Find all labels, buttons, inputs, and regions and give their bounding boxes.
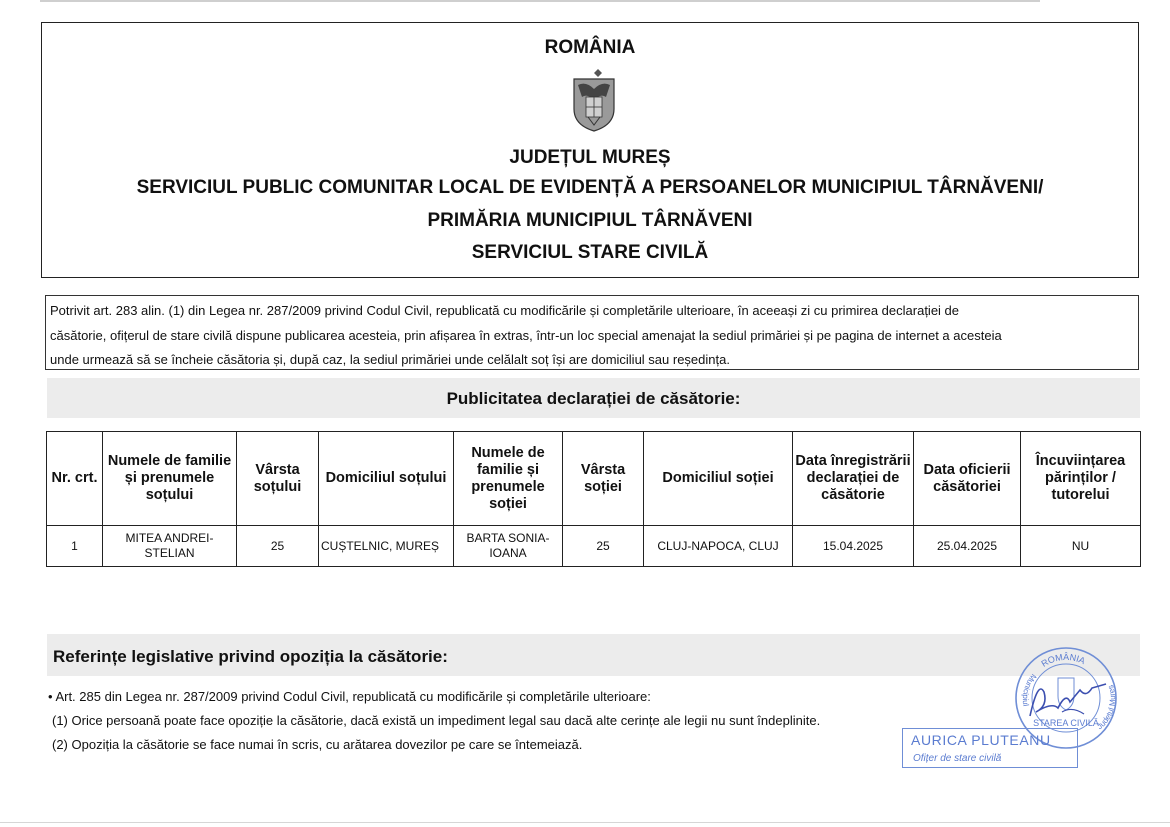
header-registration-date: Data înregistrării declarației de căsătorie [793,432,914,526]
cell-nr: 1 [47,526,103,567]
references-title: Referințe legislative privind opoziția la căsătorie: [47,634,1140,676]
header-ceremony-date: Data oficierii căsătoriei [914,432,1021,526]
county-title: JUDEȚUL MUREȘ [509,147,671,168]
officer-title: Ofițer de stare civilă [913,753,1002,764]
reference-article: • Art. 285 din Legea nr. 287/2009 privind Codul Civil, republicată cu modificările și completările ulterioare: [48,689,651,704]
intro-line-3: unde urmează să se încheie căsătoria și, după caz, la sediul primăriei unde celălalt soț își are domiciliul sau reședința. [50,352,730,367]
country-title: ROMÂNIA [544,37,636,58]
department-title: SERVICIUL STARE CIVILĂ [471,242,709,263]
coat-of-arms-icon [570,67,618,133]
header-consent: Încuviințarea părinților / tutorelui [1021,432,1141,526]
table-row [47,526,1141,567]
header-groom-address: Domiciliul soțului [319,432,454,526]
bottom-rule [0,822,1170,823]
officer-signature [1022,672,1112,732]
cell-groom-name: MITEA ANDREI-STELIAN [103,526,237,567]
intro-line-1: Potrivit art. 283 alin. (1) din Legea nr. 287/2009 privind Codul Civil, republicată cu modificările și completările ulterioare, în aceeași zi cu primirea declarației de [50,303,960,318]
header-bride-age: Vârsta soției [563,432,644,526]
officer-name-stamp [902,728,1078,768]
stamp-top-text: ROMÂNIA [1039,651,1087,669]
table-header-row [47,432,1141,526]
publication-title: Publicitatea declarației de căsătorie: [47,378,1140,418]
header-bride-name: Numele de familie și prenumele soției [454,432,563,526]
top-rule [40,0,1040,2]
officer-name: AURICA PLUTEANU [911,732,1051,748]
declaration-table [46,431,1141,567]
header-nr: Nr. crt. [47,432,103,526]
stamp-left-text: Municipiul [1020,672,1039,707]
cell-groom-address: CUȘTELNIC, MUREȘ [319,526,454,567]
cell-bride-age: 25 [563,526,644,567]
reference-paragraph-2: (2) Opoziția la căsătorie se face numai în scris, cu arătarea dovezilor pe care se întemeiază. [52,737,583,752]
legal-intro [45,295,1139,370]
reference-paragraph-1: (1) Orice persoană poate face opoziție la căsătorie, dacă există un impediment legal sau dacă alte cerințe ale legii nu sunt îndeplinite. [52,713,821,728]
service-title: SERVICIUL PUBLIC COMUNITAR LOCAL DE EVIDENȚĂ A PERSOANELOR MUNICIPIUL TÂRNĂVENI/ [136,177,1044,198]
header-groom-name: Numele de familie și prenumele soțului [103,432,237,526]
cell-registration-date: 15.04.2025 [793,526,914,567]
letterhead [41,22,1139,278]
cell-groom-age: 25 [237,526,319,567]
cell-bride-name: BARTA SONIA-IOANA [454,526,563,567]
cell-ceremony-date: 25.04.2025 [914,526,1021,567]
intro-line-2: căsătorie, ofițerul de stare civilă dispune publicarea acesteia, prin afișarea în extras, într-un loc special amenajat la sediul primăriei și pe pagina de internet a acesteia [50,327,1002,343]
stamp-center-text: STAREA CIVILĂ [1033,718,1099,728]
stamp-right-text: Județul Mureș [1095,683,1118,732]
header-groom-age: Vârsta soțului [237,432,319,526]
cell-consent: NU [1021,526,1141,567]
header-bride-address: Domiciliul soției [644,432,793,526]
mayoralty-title: PRIMĂRIA MUNICIPIUL TÂRNĂVENI [427,210,753,231]
cell-bride-address: CLUJ-NAPOCA, CLUJ [644,526,793,567]
legal-references [48,685,820,757]
